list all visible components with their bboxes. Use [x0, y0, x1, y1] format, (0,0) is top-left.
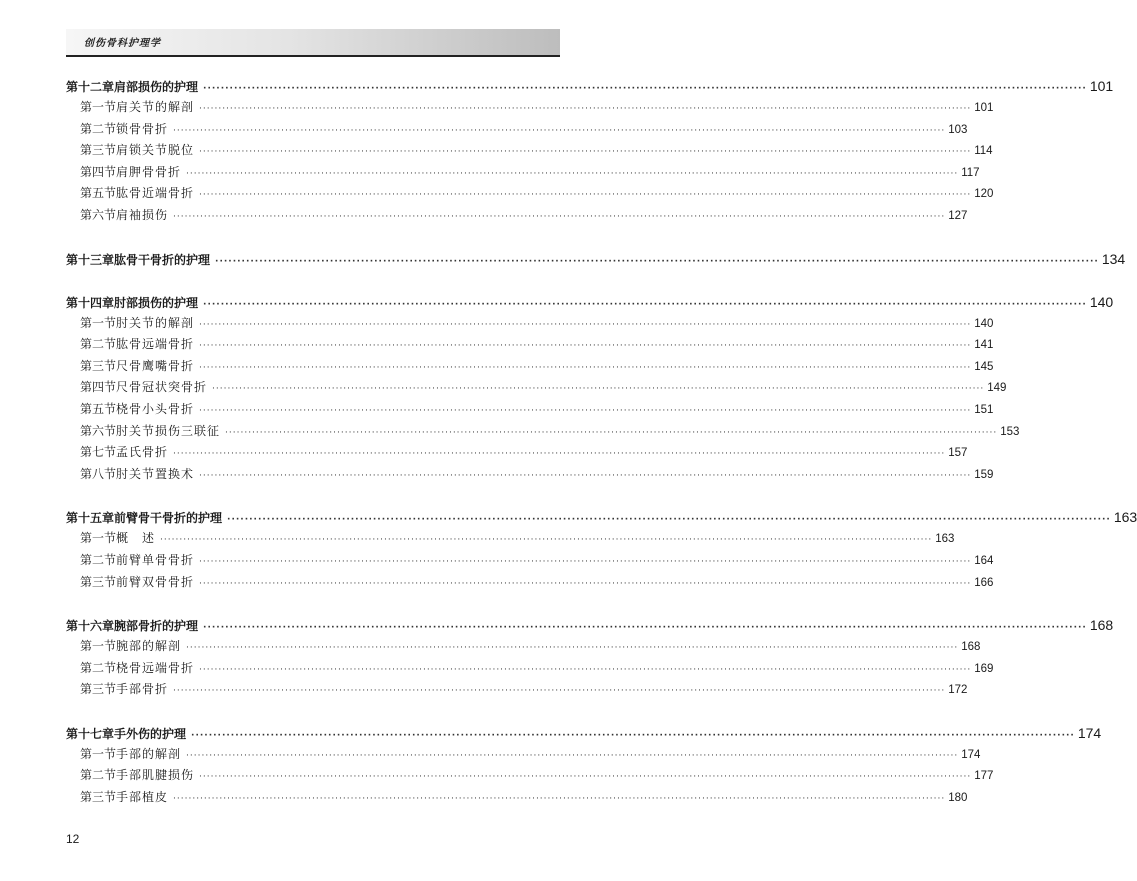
toc-section-entry: [66, 313, 994, 335]
toc-section-entry: [66, 679, 968, 701]
chapter-title: 肩部损伤的护理: [114, 80, 199, 94]
page-ref: 149: [987, 382, 1007, 395]
section-number: 第一节: [80, 746, 117, 761]
section-number: 第七节: [80, 445, 117, 460]
toc-section-entry: [66, 183, 994, 205]
toc-chapter-entry: [66, 248, 1126, 270]
dot-leader: ········································································································································································································: [173, 794, 946, 805]
toc-section-entry: [66, 744, 981, 766]
section-number: 第五节: [80, 401, 117, 416]
toc-section-entry: [66, 140, 993, 162]
section-title: 肩关节的解剖: [116, 100, 195, 114]
page-ref: 164: [974, 554, 994, 567]
toc-section-entry: [66, 550, 994, 572]
section-title: 手部肌腱损伤: [116, 768, 195, 783]
dot-leader: ········································································································································································································: [173, 211, 946, 222]
page-ref: 159: [974, 468, 994, 481]
section-number: 第三节: [80, 574, 117, 589]
dot-leader: ········································································································································································································: [199, 470, 972, 481]
toc-chapter-entry: [66, 291, 1114, 313]
section-title: 桡骨小头骨折: [116, 401, 195, 416]
section-number: 第六节: [80, 423, 117, 438]
section-title: 前臂单骨骨折: [116, 552, 195, 567]
section-title: 腕部的解剖: [116, 639, 182, 654]
section-title: 肱骨远端骨折: [116, 337, 195, 352]
section-title: 肘关节的解剖: [116, 315, 195, 330]
dot-leader: ········································································································································································································: [225, 427, 998, 438]
dot-leader: ········································································································································································································: [199, 362, 972, 373]
dot-leader: ········································································································································································································: [203, 623, 1087, 634]
toc-section-entry: [66, 377, 1007, 399]
section-number: 第三节: [80, 358, 117, 373]
section-number: 第二节: [80, 552, 117, 567]
dot-leader: ········································································································································································································: [199, 772, 972, 783]
section-title: 肘关节损伤三联征: [116, 423, 221, 438]
page-ref: 172: [948, 684, 968, 697]
section-title: 肘关节置换术: [116, 466, 195, 481]
chapter-gap: [66, 270, 557, 291]
section-number: 第二节: [80, 337, 117, 352]
page-ref: 157: [948, 447, 968, 460]
dot-leader: ········································································································································································································: [199, 405, 972, 416]
page-ref: 103: [948, 123, 968, 136]
section-title: 桡骨远端骨折: [116, 660, 195, 675]
toc-section-entry: [66, 528, 955, 550]
section-number: 第一节: [80, 639, 117, 654]
dot-leader: ········································································································································································································: [186, 168, 959, 179]
toc-chapter-entry: [66, 506, 1137, 528]
toc-section-entry: [66, 97, 994, 119]
section-title: 前臂双骨骨折: [116, 574, 195, 589]
page-ref: 134: [1101, 250, 1126, 267]
page-ref: 177: [974, 770, 994, 783]
section-number: 第一节: [80, 315, 117, 330]
chapter-number: 第十七章: [66, 726, 115, 741]
section-number: 第八节: [80, 466, 117, 481]
toc-section-entry: [66, 356, 994, 378]
toc-section-entry: [66, 399, 994, 421]
dot-leader: ········································································································································································································: [199, 104, 972, 114]
section-title: 孟氏骨折: [116, 445, 169, 460]
dot-leader: ········································································································································································································: [199, 578, 972, 589]
section-number: 第二节: [80, 121, 117, 136]
dot-leader: ········································································································································································································: [186, 643, 959, 654]
dot-leader: ········································································································································································································: [173, 449, 946, 460]
chapter-number: 第十三章: [66, 252, 115, 267]
dot-leader: ········································································································································································································: [199, 319, 972, 330]
chapter-number: 第十四章: [66, 295, 115, 310]
page-ref: 168: [1089, 617, 1114, 634]
page-ref: 141: [974, 339, 994, 352]
page-ref: 127: [948, 209, 968, 222]
page-ref: 168: [961, 641, 981, 654]
chapter-gap: [66, 227, 557, 248]
running-header: [66, 29, 560, 57]
chapter-title: 肱骨干骨折的护理: [114, 252, 211, 267]
toc-section-entry: [66, 787, 968, 809]
section-title: 肩袖损伤: [116, 207, 169, 222]
page-ref: 120: [974, 188, 994, 201]
toc-section-entry: [66, 765, 994, 787]
page-ref: 117: [961, 166, 980, 179]
chapter-gap: [66, 593, 557, 614]
toc-section-entry: [66, 119, 968, 141]
book-title: 创伤骨科护理学: [84, 38, 161, 49]
page-ref: 180: [948, 792, 968, 805]
dot-leader: ········································································································································································································: [160, 535, 933, 546]
section-title: 概 述: [116, 531, 156, 546]
toc-section-entry: [66, 205, 968, 227]
toc-section-entry: [66, 421, 1020, 443]
dot-leader: ········································································································································································································: [173, 686, 946, 697]
page-ref: 101: [1089, 78, 1114, 94]
section-number: 第六节: [80, 207, 117, 222]
toc-section-entry: [66, 658, 994, 680]
chapter-title: 肘部损伤的护理: [114, 295, 199, 310]
toc-section-entry: [66, 572, 994, 594]
section-number: 第一节: [80, 531, 117, 546]
page-ref: 101: [974, 102, 994, 114]
page-ref: 169: [974, 662, 994, 675]
section-number: 第三节: [80, 143, 117, 158]
page-number: 12: [66, 832, 80, 846]
chapter-title: 前臂骨干骨折的护理: [114, 511, 223, 526]
page-ref: 140: [1089, 293, 1114, 310]
chapter-number: 第十六章: [66, 619, 115, 634]
section-title: 尺骨冠状突骨折: [116, 380, 208, 395]
dot-leader: ········································································································································································································: [199, 556, 972, 567]
chapter-number: 第十五章: [66, 511, 115, 526]
section-title: 手部骨折: [116, 682, 169, 697]
toc-section-entry: [66, 636, 981, 658]
section-number: 第三节: [80, 790, 117, 805]
page-ref: 166: [974, 576, 994, 589]
table-of-contents: [66, 75, 1137, 809]
section-number: 第四节: [80, 164, 117, 179]
chapter-gap: [66, 701, 557, 722]
toc-chapter-entry: [66, 75, 1114, 97]
section-number: 第二节: [80, 660, 117, 675]
dot-leader: ········································································································································································································: [173, 125, 946, 136]
toc-section-entry: [66, 464, 994, 486]
section-number: 第五节: [80, 186, 117, 201]
dot-leader: ········································································································································································································: [199, 664, 972, 675]
page-ref: 151: [974, 403, 994, 416]
section-number: 第四节: [80, 380, 117, 395]
page-ref: 174: [1077, 724, 1102, 741]
dot-leader: ········································································································································································································: [199, 190, 972, 201]
section-title: 锁骨骨折: [116, 121, 169, 136]
dot-leader: ········································································································································································································: [203, 299, 1087, 310]
toc-chapter-entry: [66, 722, 1102, 744]
page-ref: 163: [1113, 509, 1137, 526]
section-title: 尺骨鹰嘴骨折: [116, 358, 195, 373]
section-title: 手部植皮: [116, 790, 169, 805]
page-ref: 153: [1000, 425, 1020, 438]
dot-leader: ········································································································································································································: [227, 515, 1111, 526]
section-number: 第二节: [80, 768, 117, 783]
page-ref: 163: [935, 533, 955, 546]
toc-section-entry: [66, 162, 980, 184]
dot-leader: ········································································································································································································: [212, 384, 985, 395]
section-number: 第一节: [80, 100, 117, 114]
section-title: 肩胛骨骨折: [116, 164, 182, 179]
page-ref: 140: [974, 317, 994, 330]
page-ref: 174: [961, 748, 981, 761]
dot-leader: ········································································································································································································: [186, 750, 959, 761]
toc-chapter-entry: [66, 614, 1114, 636]
page-ref: 114: [974, 145, 993, 158]
dot-leader: ········································································································································································································: [191, 730, 1075, 741]
dot-leader: ········································································································································································································: [203, 84, 1087, 94]
section-title: 肱骨近端骨折: [116, 186, 195, 201]
dot-leader: ········································································································································································································: [199, 147, 972, 158]
dot-leader: ········································································································································································································: [215, 256, 1099, 267]
page-ref: 145: [974, 360, 994, 373]
toc-section-entry: [66, 442, 968, 464]
chapter-gap: [66, 485, 557, 506]
chapter-title: 腕部骨折的护理: [114, 619, 199, 634]
dot-leader: ········································································································································································································: [199, 341, 972, 352]
section-number: 第三节: [80, 682, 117, 697]
toc-section-entry: [66, 334, 994, 356]
chapter-number: 第十二章: [66, 80, 115, 94]
section-title: 肩锁关节脱位: [116, 143, 195, 158]
section-title: 手部的解剖: [116, 746, 182, 761]
chapter-title: 手外伤的护理: [114, 726, 187, 741]
